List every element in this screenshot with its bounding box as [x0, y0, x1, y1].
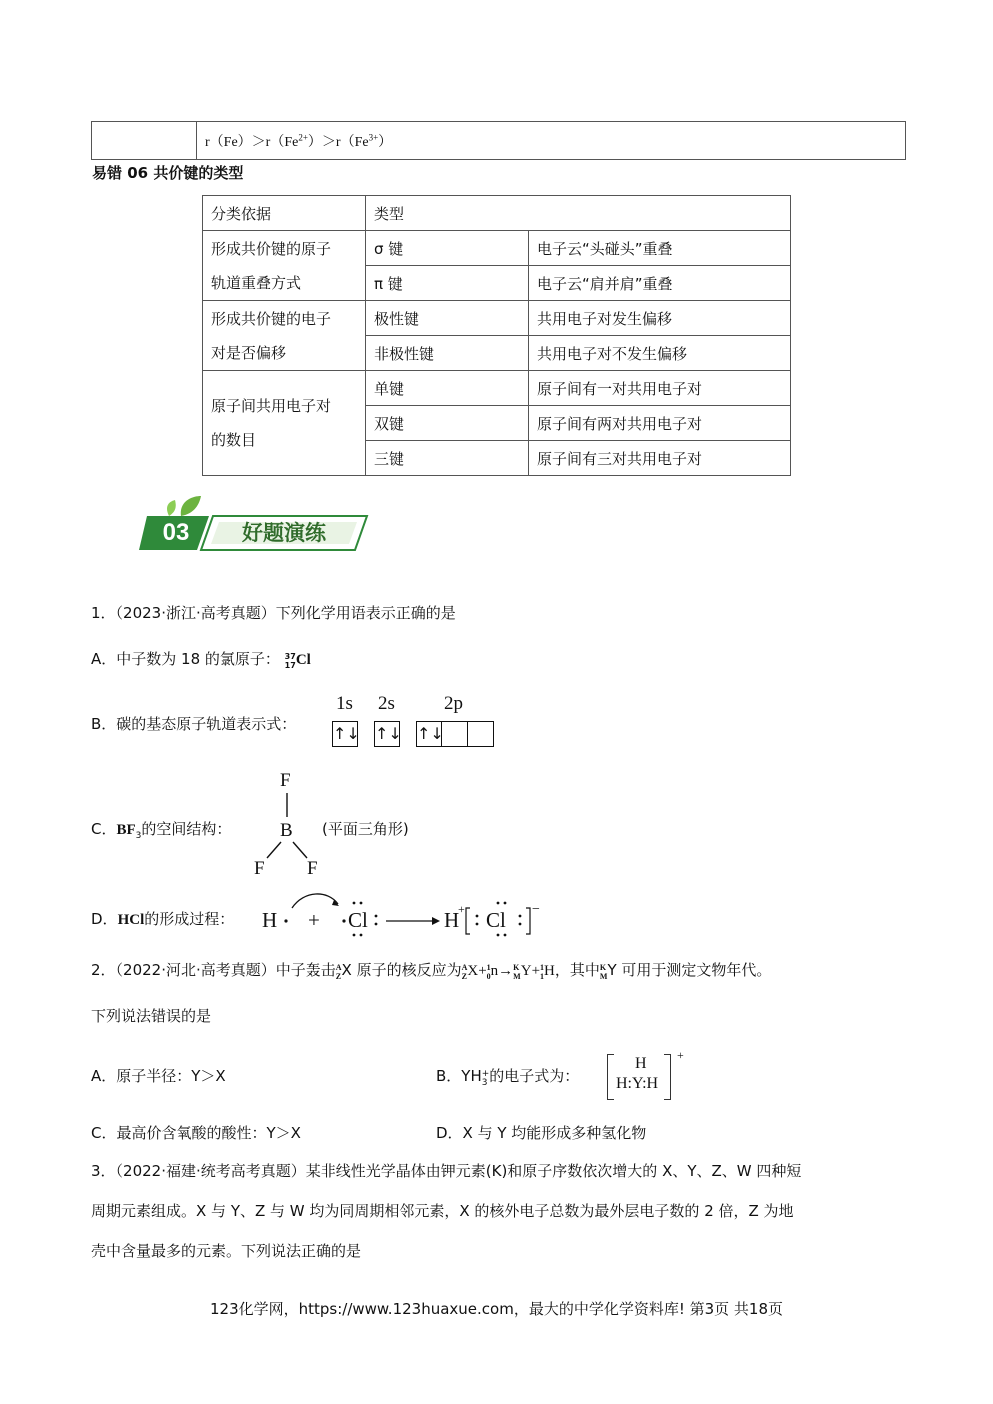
radius-text-end: ）	[378, 134, 393, 150]
bf3-formula: BF	[116, 822, 136, 838]
struct-charge: +	[677, 1048, 684, 1062]
x-z: Z	[335, 972, 342, 981]
q2-stem-text: 2．（2022·河北·高考真题）中子轰击	[91, 961, 336, 979]
q2-option-b	[436, 1065, 579, 1088]
struct-hyh: H:Y:H	[616, 1075, 659, 1092]
basis-line: 原子间共用电子对	[211, 397, 332, 415]
orbital-boxes-2p: ↑↓	[416, 721, 494, 747]
nuclear-equation: A ZX+1 0n→K MY+1 1H	[461, 963, 555, 981]
cl-atom: Cl	[348, 908, 368, 932]
desc-cell: 原子间有三对共用电子对	[529, 441, 791, 476]
q2-stem-text: ，其中	[554, 961, 600, 979]
q1-option-d	[91, 908, 234, 929]
basis-line: 形成共价键的原子	[211, 239, 332, 258]
q1-d-text: 的形成过程：	[144, 910, 235, 928]
x-mass: A	[335, 963, 342, 972]
q1-stem: 1．（2023·浙江·高考真题）下列化学用语表示正确的是	[91, 604, 456, 622]
hcl-formula: HCl	[117, 912, 145, 928]
type-cell: 三键	[366, 441, 529, 476]
n-mass: 1	[486, 963, 491, 972]
n-z: 0	[486, 972, 491, 981]
leaf-icon	[181, 496, 201, 516]
radius-text-mid: ）＞r（Fe	[307, 134, 369, 150]
page-footer: 123化学网，https://www.123huaxue.com，最大的中学化学资料库! 第3页 共18页	[209, 1300, 784, 1318]
basis-line: 形成共价键的电子	[211, 309, 332, 328]
type-cell: 极性键	[366, 301, 529, 336]
h-mass: 1	[540, 963, 545, 972]
q1-option-b: B．碳的基态原子轨道表示式：	[91, 715, 297, 733]
basis-count	[203, 371, 366, 476]
q2-option-d: D．X 与 Y 均能形成多种氢化物	[436, 1124, 647, 1142]
yh3-subscript: 3	[481, 1078, 488, 1088]
mass-number: 37	[284, 652, 296, 661]
banner-title: 好题演练	[242, 521, 326, 545]
q1-option-c	[91, 818, 231, 841]
orbital-box-2s: ↑↓	[374, 721, 400, 747]
top-table	[91, 121, 906, 160]
bracket-left	[607, 1054, 614, 1100]
y-mass: K	[513, 963, 520, 972]
q1-option-a	[91, 648, 311, 670]
q2-stem-line1	[91, 959, 771, 981]
y2-mass: K	[599, 963, 607, 972]
atom-f-top: F	[280, 770, 291, 791]
header-basis: 分类依据	[203, 196, 366, 231]
orbital-diagram	[332, 693, 502, 751]
desc-cell: 原子间有两对共用电子对	[529, 406, 791, 441]
q1-a-text: A．中子数为 18 的氯原子：	[91, 650, 280, 668]
struct-h-top: H	[635, 1055, 647, 1072]
atom-b: B	[280, 820, 293, 841]
q2-option-a: A．原子半径：Y＞X	[91, 1067, 226, 1085]
desc-cell: 共用电子对不发生偏移	[529, 336, 791, 371]
plus-sign: +	[308, 908, 320, 932]
q3-line2: 周期元素组成。X 与 Y、Z 与 W 均为同周期相邻元素，X 的核外电子总数为最外层电子数的 2 倍，Z 为地	[91, 1202, 794, 1220]
atomic-number: 17	[284, 661, 296, 670]
orbital-label-1s: 1s	[336, 693, 353, 714]
bf3-structure	[245, 770, 445, 882]
h-z: 1	[540, 972, 545, 981]
q1-a-symbol: Cl	[295, 652, 311, 668]
h-ion: H	[444, 908, 460, 932]
type-cell: π 键	[366, 266, 529, 301]
orbital-box-1s: ↑↓	[332, 721, 358, 747]
q1-c-text: 的空间结构：	[141, 820, 232, 838]
q2-stem-line2: 下列说法错误的是	[91, 1007, 212, 1025]
top-table-cell-2	[197, 122, 906, 160]
desc-cell: 原子间有一对共用电子对	[529, 371, 791, 406]
orbital-label-2s: 2s	[378, 693, 395, 714]
h-ion-charge: +	[458, 902, 465, 916]
bf3-subscript: 3	[135, 831, 142, 841]
atom-f-left: F	[254, 858, 265, 879]
orbital-label-2p: 2p	[444, 693, 463, 714]
basis-line: 轨道重叠方式	[211, 273, 302, 292]
bracket-right	[664, 1054, 671, 1100]
basis-polarity	[203, 301, 366, 371]
bf3-shape-note: (平面三角形)	[322, 820, 409, 838]
q1-a-nuclide-numbers	[285, 652, 296, 670]
top-table-cell-1	[92, 122, 197, 160]
q2-b-text2: 的电子式为：	[489, 1067, 580, 1085]
q2-stem-text: Y 可用于测定文物年代。	[607, 961, 772, 979]
header-type: 类型	[366, 196, 791, 231]
basis-line: 的数目	[211, 431, 257, 449]
basis-line: 对是否偏移	[211, 343, 287, 362]
desc-cell: 共用电子对发生偏移	[529, 301, 791, 336]
type-cell: 非极性键	[366, 336, 529, 371]
section-banner	[139, 494, 369, 552]
y2-z: M	[599, 972, 608, 981]
eq-x-mass: A	[461, 963, 468, 972]
leaf-icon	[167, 500, 176, 516]
atom-f-right: F	[307, 858, 318, 879]
fe2-charge: 2+	[298, 131, 308, 142]
fe3-charge: 3+	[368, 131, 379, 142]
banner-number: 03	[162, 519, 190, 546]
y-z: M	[513, 972, 521, 981]
cl-ion: Cl	[486, 908, 506, 932]
desc-cell: 电子云“头碰头”重叠	[529, 231, 791, 266]
hcl-formation	[258, 888, 558, 940]
cl-ion-charge: −	[532, 902, 540, 917]
bond-type-table	[202, 195, 791, 476]
basis-overlap	[203, 231, 366, 301]
type-cell: 单键	[366, 371, 529, 406]
hcl-arrows	[258, 888, 558, 940]
yh3-charge: +	[481, 1069, 490, 1079]
q3-line1: 3．（2022·福建·统考高考真题）某非线性光学晶体由钾元素(K)和原子序数依次增大的 X、Y、Z、W 四种短	[91, 1162, 802, 1180]
q2-stem-text: X 原子的核反应为	[341, 961, 462, 979]
q1-c-prefix: C．	[91, 820, 117, 838]
q2-b-text: B．YH	[436, 1067, 482, 1085]
desc-cell: 电子云“肩并肩”重叠	[529, 266, 791, 301]
eq-x-z: Z	[461, 972, 467, 981]
yh3-electron-structure	[607, 1048, 687, 1100]
q1-d-prefix: D．	[91, 910, 118, 928]
type-cell: σ 键	[366, 231, 529, 266]
radius-text: r（Fe）＞r（Fe	[205, 134, 299, 150]
type-cell: 双键	[366, 406, 529, 441]
q2-option-c: C．最高价含氧酸的酸性：Y＞X	[91, 1124, 301, 1142]
h-atom: H	[262, 908, 278, 932]
section-heading: 易错 06 共价键的类型	[92, 164, 244, 182]
q3-line3: 壳中含量最多的元素。下列说法正确的是	[91, 1242, 362, 1260]
